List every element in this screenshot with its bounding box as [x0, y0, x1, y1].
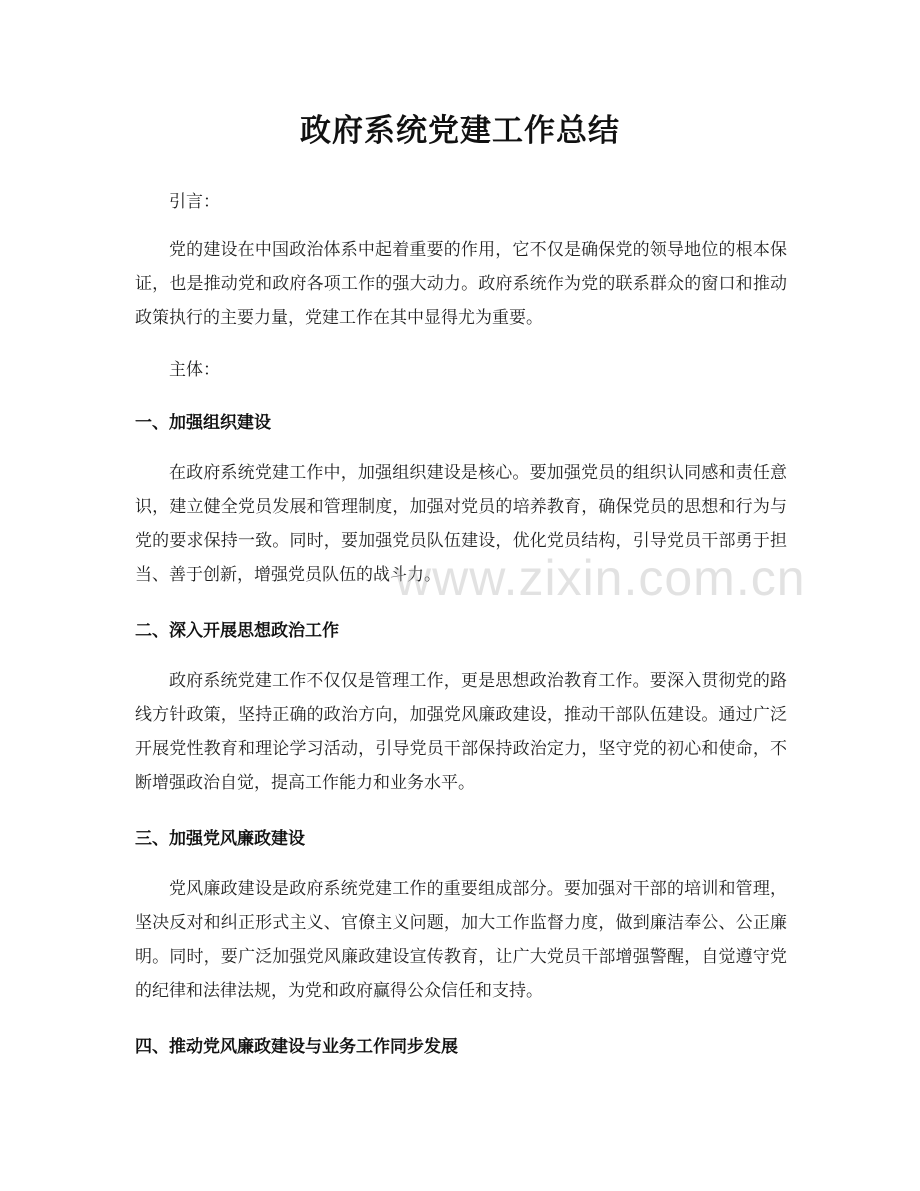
section-paragraph-3: 党风廉政建设是政府系统党建工作的重要组成部分。要加强对干部的培训和管理，坚决反对和纠正形式主义、官僚主义问题，加大工作监督力度，做到廉洁奉公、公正廉明。同时，要广泛加强党风廉政建设宣传教育，让广大党员干部增强警醒，自觉遵守党的纪律和法律法规，为党和政府赢得公众信任和支持。	[135, 879, 787, 1001]
intro-label: 引言：	[169, 192, 220, 212]
section-heading-3: 三、加强党风廉政建设	[135, 829, 305, 849]
section-paragraph-2: 政府系统党建工作不仅仅是管理工作，更是思想政治教育工作。要深入贯彻党的路线方针政策，坚持正确的政治方向，加强党风廉政建设，推动干部队伍建设。通过广泛开展党性教育和理论学习活动，引导党员干部保持政治定力，坚守党的初心和使命，不断增强政治自觉，提高工作能力和业务水平。	[135, 671, 787, 793]
watermark: www.zixin.com.cn	[395, 550, 806, 606]
section-paragraph-1: 在政府系统党建工作中，加强组织建设是核心。要加强党员的组织认同感和责任意识，建立健全党员发展和管理制度，加强对党员的培养教育，确保党员的思想和行为与党的要求保持一致。同时，要加强党员队伍建设，优化党员结构，引导党员干部勇于担当、善于创新，增强党员队伍的战斗力。	[135, 463, 787, 585]
section-heading-1: 一、加强组织建设	[135, 413, 271, 433]
section-heading-2: 二、深入开展思想政治工作	[135, 621, 339, 641]
section-heading-4: 四、推动党风廉政建设与业务工作同步发展	[135, 1037, 458, 1057]
document-title: 政府系统党建工作总结	[300, 113, 620, 149]
intro-paragraph: 党的建设在中国政治体系中起着重要的作用，它不仅是确保党的领导地位的根本保证，也是推动党和政府各项工作的强大动力。政府系统作为党的联系群众的窗口和推动政策执行的主要力量，党建工作在其中显得尤为重要。	[135, 240, 787, 328]
body-label: 主体：	[169, 360, 220, 380]
